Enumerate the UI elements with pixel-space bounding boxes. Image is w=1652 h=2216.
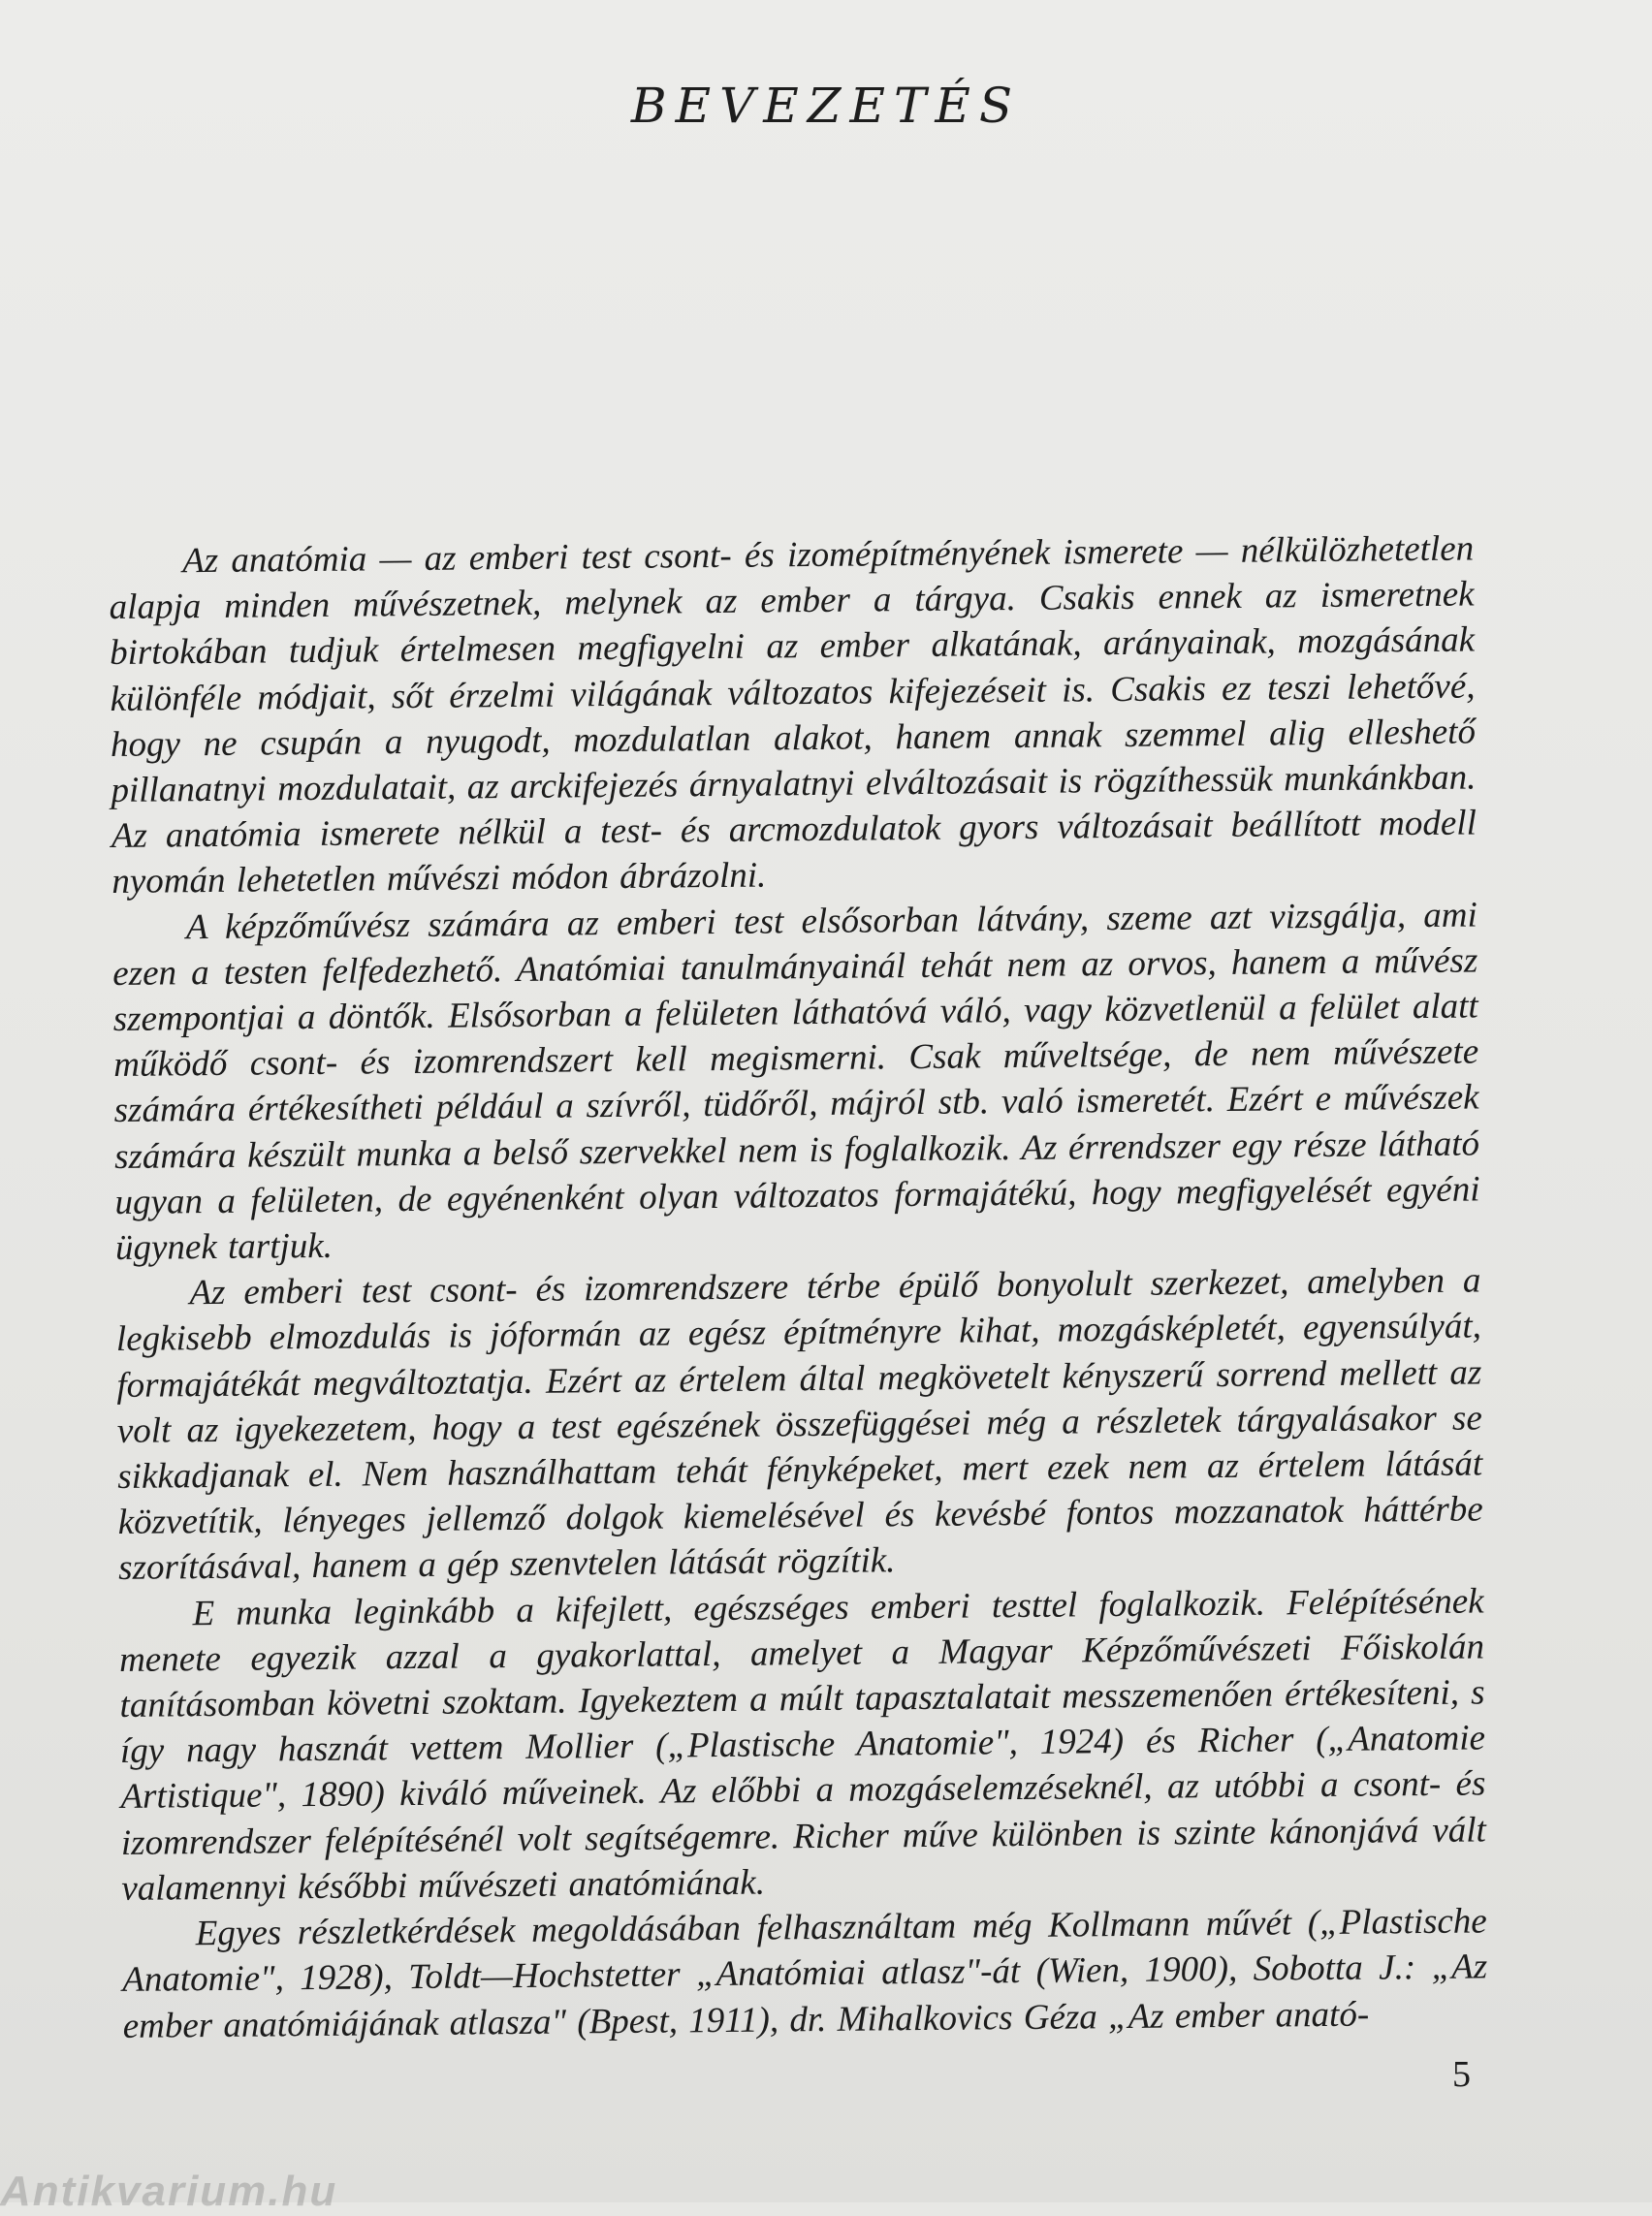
paragraph-1: Az anatómia — az emberi test csont- és izomépítményének ismerete — nélkülözhetetlen alapja minden művészetnek, melynek az ember a tárgya. Csakis ennek az ismeretnek birtokában tudjuk értelmesen megfigyelni az ember alkatának, arányainak, mozgásának különféle módjait, sőt érzelmi világának változatos kifejezéseit is. Csakis ez teszi lehetővé, hogy ne csupán a nyugodt, mozdulatlan alakot, hanem annak szemmel alig elleshető pillanatnyi mozdulatait, az arckifejezés árnyalatnyi elváltozásait is rögzíthessük munkánkban. Az anatómia ismerete nélkül a test- és arcmozdulatok gyors változásait beállított modell nyomán lehetetlen művészi módon ábrázolni. <box>109 528 1477 902</box>
page-title: BEVEZETÉS <box>630 78 1022 134</box>
body-text <box>109 525 1488 2048</box>
paragraph-4: E munka leginkább a kifejlett, egészséges emberi testtel foglalkozik. Felépítésének menete egyezik azzal a gyakorlattal, amelyet a Magyar Képzőművészeti Főiskolán tanításomban követni szoktam. Igyekeztem a múlt tapasztalatait messzemenően értékesíteni, s így nagy hasznát vettem Mollier („Plastische Anatomie", 1924) és Richer („Anatomie Artistique", 1890) kiváló műveinek. Az előbbi a mozgáselemzéseknél, az utóbbi a csont- és izomrendszer felépítésénél volt segítségemre. Richer műve különben is szinte kánonjává vált valamennyi későbbi művészeti anatómiának. <box>118 1581 1487 1909</box>
watermark: Antikvarium.hu <box>0 2168 338 2215</box>
paragraph-2: A képzőművész számára az emberi test elsősorban látvány, szeme azt vizsgálja, ami ezen a testen felfedezhető. Anatómiai tanulmányainál tehát nem az orvos, hanem a művész szempontjai a döntők. Elsősorban a felületen láthatóvá váló, vagy közvetlenül a felület alatt működő csont- és izomrendszert kell megismerni. Csak műveltsége, de nem művészete számára értékesítheti például a szívről, tüdőről, májról stb. való ismeretét. Ezért e művészek számára készült munka a belső szervekkel nem is foglalkozik. Az érrendszer egy része látható ugyan a felületen, de egyénenként olyan változatos formajátékú, hogy megfigyelését egyéni ügynek tartjuk. <box>112 895 1480 1269</box>
paragraph-5: Egyes részletkérdések megoldásában felhasználtam még Kollmann művét („Plastische Anatomie", 1928), Toldt—Hochstetter „Anatómiai atlasz"-át (Wien, 1900), Sobotta J.: „Az ember anatómiájának atlasza" (Bpest, 1911), dr. Mihalkovics Géza „Az ember anató- <box>122 1901 1488 2046</box>
paragraph-3: Az emberi test csont- és izomrendszere térbe épülő bonyolult szerkezet, amelyben a legkisebb elmozdulás is jóformán az egész építményre kihat, mozgásképletét, egyensúlyát, formajátékát megváltoztatja. Ezért az értelem által megkövetelt kényszerű sorrend mellett az volt az igyekezetem, hogy a test egészének összefüggései még a részletek tárgyalásakor se sikkadjanak el. Nem használhattam tehát fényképeket, mert ezek nem az értelem látását közvetítik, lényeges jellemző dolgok kiemelésével és kevésbé fontos mozzanatok háttérbe szorításával, hanem a gép szenvtelen látását rögzítik. <box>115 1260 1483 1589</box>
page-number: 5 <box>1452 2054 1471 2095</box>
